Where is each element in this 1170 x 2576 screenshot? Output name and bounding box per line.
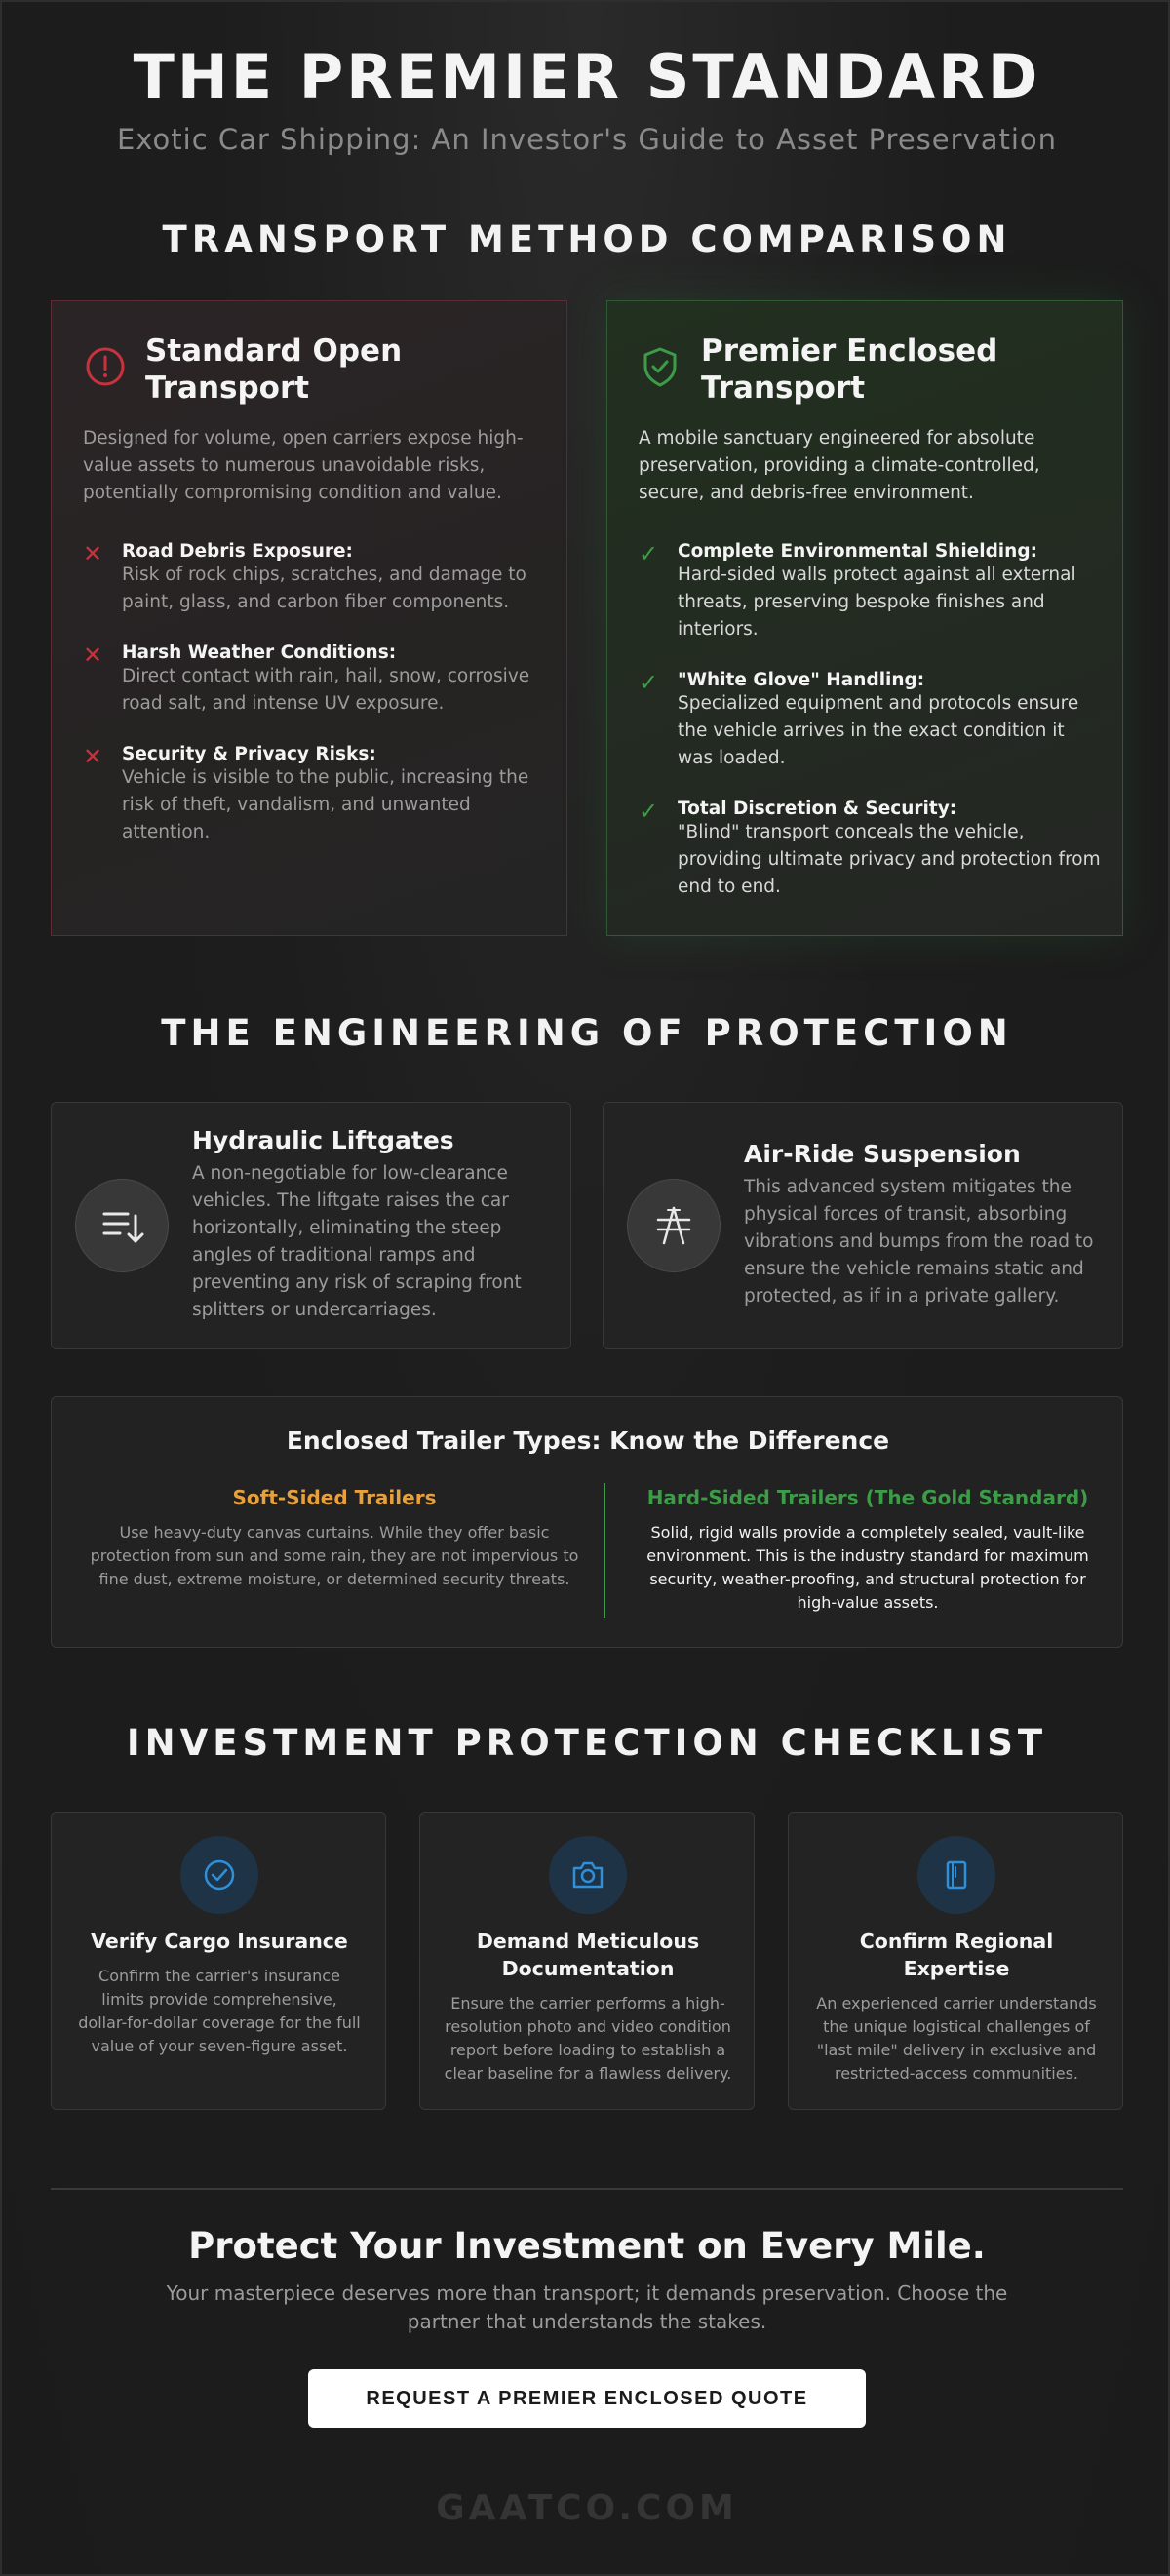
check-mark-icon: ✓ [639, 798, 659, 825]
feature-item [83, 744, 551, 846]
engineering-card-suspension [603, 1102, 1123, 1349]
feature-text: Specialized equipment and protocols ensure the vehicle arrives in the exact condition it was loaded. [678, 693, 1079, 768]
feature-text: Direct contact with rain, hail, snow, corrosive road salt, and intense UV exposure. [122, 666, 530, 714]
card-enclosed-transport [606, 300, 1123, 936]
engineering-card-liftgates [51, 1102, 571, 1349]
section-divider [51, 2188, 1123, 2190]
feature-text: Vehicle is visible to the public, increasing the risk of theft, vandalism, and unwanted attention. [122, 767, 529, 842]
card-title: Standard Open Transport [145, 333, 403, 406]
feature-title: Total Discretion & Security: [678, 799, 957, 819]
cta-text: Your masterpiece deserves more than transport; it demands preservation. Choose the partner that understands the stakes. [166, 2282, 1008, 2333]
suspension-icon [627, 1179, 721, 1272]
feature-title: Security & Privacy Risks: [122, 744, 376, 764]
soft-sided-text: Use heavy-duty canvas curtains. While they offer basic protection from sun and some rain, they are not impervious to fine dust, extreme moisture, or determined security threats. [90, 1523, 579, 1588]
feature-item [639, 670, 1107, 772]
engineering-title: Hydraulic Liftgates [192, 1126, 454, 1154]
cta-title: Protect Your Investment on Every Mile. [188, 2225, 986, 2267]
card-title: Premier Enclosed Transport [701, 333, 998, 406]
engineering-title: Air-Ride Suspension [744, 1140, 1021, 1168]
hard-sided-title: Hard-Sided Trailers (The Gold Standard) [646, 1486, 1089, 1509]
feature-item [639, 541, 1107, 644]
card-open-transport [51, 300, 567, 936]
trailer-types-box [51, 1396, 1123, 1648]
hard-sided-text: Solid, rigid walls provide a completely sealed, vault-like environment. This is the industry standard for maximum security, weather-proofing, and structural protection for high-value assets. [646, 1523, 1089, 1612]
feature-title: Harsh Weather Conditions: [122, 643, 397, 663]
feature-item [83, 541, 551, 616]
x-mark-icon: ✕ [83, 540, 103, 567]
liftgate-icon [75, 1179, 169, 1272]
checklist-card-expertise [788, 1812, 1123, 2110]
section-title-engineering: THE ENGINEERING OF PROTECTION [161, 1012, 1013, 1054]
page-title: THE PREMIER STANDARD [133, 41, 1041, 112]
feature-title: Road Debris Exposure: [122, 541, 353, 562]
check-circle-icon [180, 1836, 258, 1914]
checklist-title: Demand Meticulous Documentation [476, 1930, 700, 1980]
camera-icon [549, 1836, 627, 1914]
x-mark-icon: ✕ [83, 743, 103, 770]
feature-text: "Blind" transport conceals the vehicle, providing ultimate privacy and protection from end to end. [678, 822, 1101, 897]
book-icon [917, 1836, 995, 1914]
alert-circle-icon [84, 345, 127, 388]
section-title-checklist: INVESTMENT PROTECTION CHECKLIST [126, 1722, 1048, 1764]
soft-sided-title: Soft-Sided Trailers [232, 1486, 437, 1509]
checklist-text: An experienced carrier understands the unique logistical challenges of "last mile" delivery in exclusive and restricted-access communities. [816, 1994, 1097, 2083]
checklist-title: Confirm Regional Expertise [859, 1930, 1054, 1980]
column-divider [604, 1483, 605, 1618]
section-title-comparison: TRANSPORT METHOD COMPARISON [162, 218, 1012, 260]
engineering-text: A non-negotiable for low-clearance vehicles. The liftgate raises the car horizontally, eliminating the steep angles of traditional ramps and preventing any risk of scraping front splitters or undercarriages. [192, 1163, 522, 1320]
card-description: Designed for volume, open carriers expose high- value assets to numerous unavoidable risks, potentially compromising condition and value. [83, 428, 524, 503]
brand-wordmark: GAATCO.COM [436, 2488, 738, 2528]
checklist-text: Confirm the carrier's insurance limits provide comprehensive, dollar-for-dollar coverage for the full value of your seven-figure asset. [78, 1967, 361, 2055]
request-quote-button[interactable]: REQUEST A PREMIER ENCLOSED QUOTE [308, 2369, 866, 2428]
card-description: A mobile sanctuary engineered for absolute preservation, providing a climate-controlled, secure, and debris-free environment. [639, 428, 1040, 503]
engineering-text: This advanced system mitigates the physical forces of transit, absorbing vibrations and bumps from the road to ensure the vehicle remains static and protected, as if in a private gallery. [744, 1177, 1094, 1307]
feature-title: "White Glove" Handling: [678, 670, 925, 690]
feature-title: Complete Environmental Shielding: [678, 541, 1037, 562]
check-mark-icon: ✓ [639, 669, 659, 696]
shield-check-icon [639, 345, 682, 388]
checklist-card-insurance [51, 1812, 386, 2110]
feature-item [639, 799, 1116, 901]
x-mark-icon: ✕ [83, 642, 103, 669]
feature-item [83, 643, 551, 718]
feature-text: Hard-sided walls protect against all external threats, preserving bespoke finishes and interiors. [678, 565, 1076, 640]
checklist-text: Ensure the carrier performs a high- resolution photo and video condition report before loading to establish a clear baseline for a flawless delivery. [444, 1994, 732, 2083]
page-subtitle: Exotic Car Shipping: An Investor's Guide to Asset Preservation [116, 123, 1058, 156]
trailer-types-heading: Enclosed Trailer Types: Know the Difference [286, 1426, 890, 1455]
check-mark-icon: ✓ [639, 540, 659, 567]
checklist-card-documentation [419, 1812, 755, 2110]
checklist-title: Verify Cargo Insurance [91, 1930, 348, 1953]
feature-text: Risk of rock chips, scratches, and damage to paint, glass, and carbon fiber components. [122, 565, 526, 612]
